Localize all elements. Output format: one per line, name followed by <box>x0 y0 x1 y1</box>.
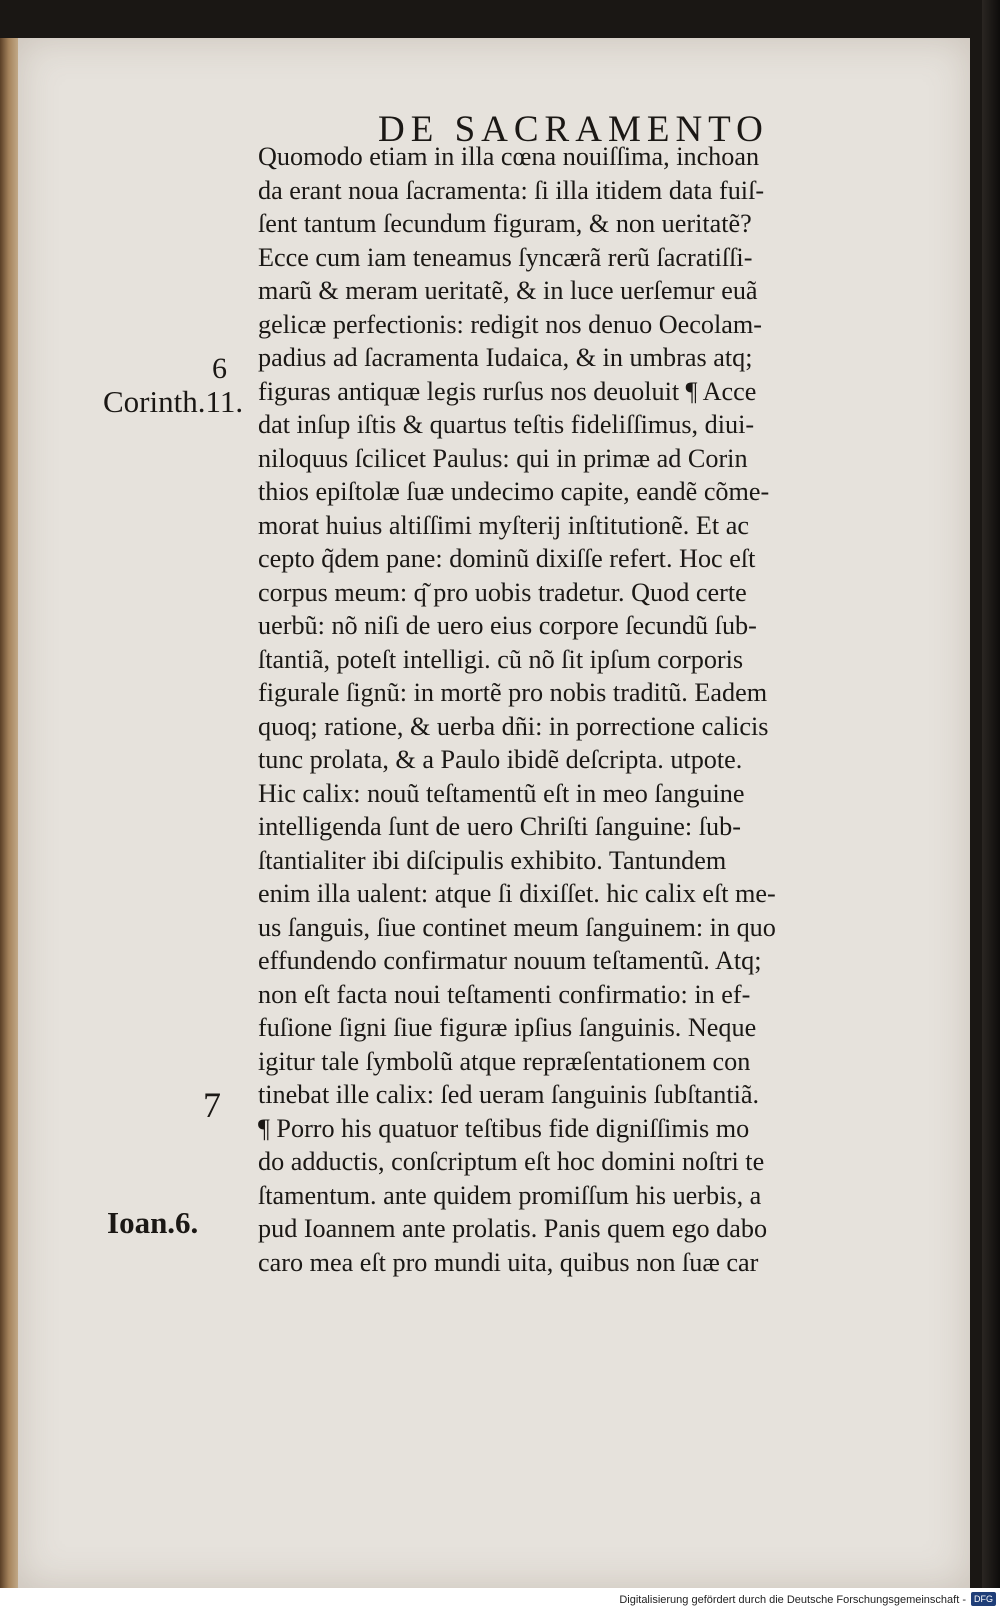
text-line: Ecce cum iam teneamus ſyncærã rerũ ſacratiſſi- <box>258 242 753 272</box>
margin-number-7: 7 <box>203 1085 221 1125</box>
text-line: da erant noua ſacramenta: ſi illa itidem data fuiſ- <box>258 175 765 205</box>
digitization-credit: Digitalisierung gefördert durch die Deutsche Forschungsgemeinschaft - <box>619 1594 966 1606</box>
text-line: Quomodo etiam in illa cœna nouiſſima, inchoan <box>258 142 760 171</box>
text-line: fuſione ſigni ſiue figuræ ipſius ſanguinis. Neque <box>258 1013 757 1042</box>
text-line: effundendo confirmatur nouum teſtamentũ. Atq; <box>258 946 762 975</box>
text-line: uerbũ: nõ niſi de uero eius corpore ſecundũ ſub- <box>258 611 757 640</box>
text-line: corpus meum: q͂ pro uobis tradetur. Quod certe <box>258 577 747 607</box>
text-line: cepto q̃dem pane: dominũ dixiſſe refert. Hoc eſt <box>258 544 756 573</box>
text-line: caro mea eſt pro mundi uita, quibus non ſuæ car <box>258 1247 759 1277</box>
text-line: enim illa ualent: atque ſi dixiſſet. hic calix eſt me- <box>258 879 776 908</box>
text-line: ſtantiã, poteſt intelligi. cũ nõ ſit ipſum corporis <box>258 644 744 674</box>
text-line: intelligenda ſunt de uero Chriſti ſanguine: ſub- <box>258 812 741 841</box>
text-line: Hic calix: nouũ teſtamentũ eſt in meo ſanguine <box>258 778 745 808</box>
text-line: ſtantialiter ibi diſcipulis exhibito. Tantundem <box>258 845 727 875</box>
text-line: quoq; ratione, & uerba dñi: in porrectione calicis <box>258 711 769 741</box>
text-line: tunc prolata, & a Paulo ibidẽ deſcripta. utpote. <box>258 745 743 774</box>
text-line: morat huius altiſſimi myſterij inſtitutionẽ. Et ac <box>258 510 749 540</box>
text-line: do adductis, conſcriptum eſt hoc domini noſtri te <box>258 1147 765 1176</box>
text-line: gelicæ perfectionis: redigit nos denuo Oecolam- <box>258 309 762 339</box>
margin-reference-corinth: Corinth.11. <box>103 384 244 419</box>
text-line: figurale ſignũ: in mortẽ pro nobis traditũ. Eadem <box>258 678 768 707</box>
margin-number-6: 6 <box>212 352 227 385</box>
text-line: non eſt facta noui teſtamenti confirmatio: in ef- <box>258 979 751 1009</box>
text-line: padius ad ſacramenta Iudaica, & in umbras atq; <box>258 343 753 372</box>
page-edge-right <box>982 0 1000 1615</box>
text-line: igitur tale ſymbolũ atque repræſentationem con <box>258 1046 751 1076</box>
text-line: thios epiſtolæ ſuæ undecimo capite, eandẽ cõme- <box>258 477 770 506</box>
text-line: pud Ioannem ante prolatis. Panis quem ego dabo <box>258 1214 768 1243</box>
margin-reference-ioan: Ioan.6. <box>107 1205 199 1240</box>
text-line: figuras antiquæ legis rurſus nos deuoluit ¶ Acce <box>258 376 757 406</box>
body-text <box>258 140 936 1279</box>
text-line: niloquus ſcilicet Paulus: qui in primæ ad Corin <box>258 443 748 473</box>
text-line: tinebat ille calix: ſed ueram ſanguinis ſubſtantiã. <box>258 1080 760 1109</box>
dfg-logo: DFG <box>971 1592 996 1606</box>
text-line: ¶ Porro his quatuor teſtibus fide digniſſimis mo <box>258 1113 750 1143</box>
text-line: ſtamentum. ante quidem promiſſum his uerbis, a <box>258 1180 762 1210</box>
running-head: DE SACRAMENTO <box>378 109 769 150</box>
text-line: marũ & meram ueritatẽ, & in luce uerſemur euã <box>258 276 758 305</box>
text-line: us ſanguis, ſiue continet meum ſanguinem: in quo <box>258 912 776 942</box>
text-line: dat inſup iſtis & quartus teſtis fideliſſimus, diui- <box>258 410 755 439</box>
text-line: ſent tantum ſecundum figuram, & non ueritatẽ? <box>258 209 752 238</box>
